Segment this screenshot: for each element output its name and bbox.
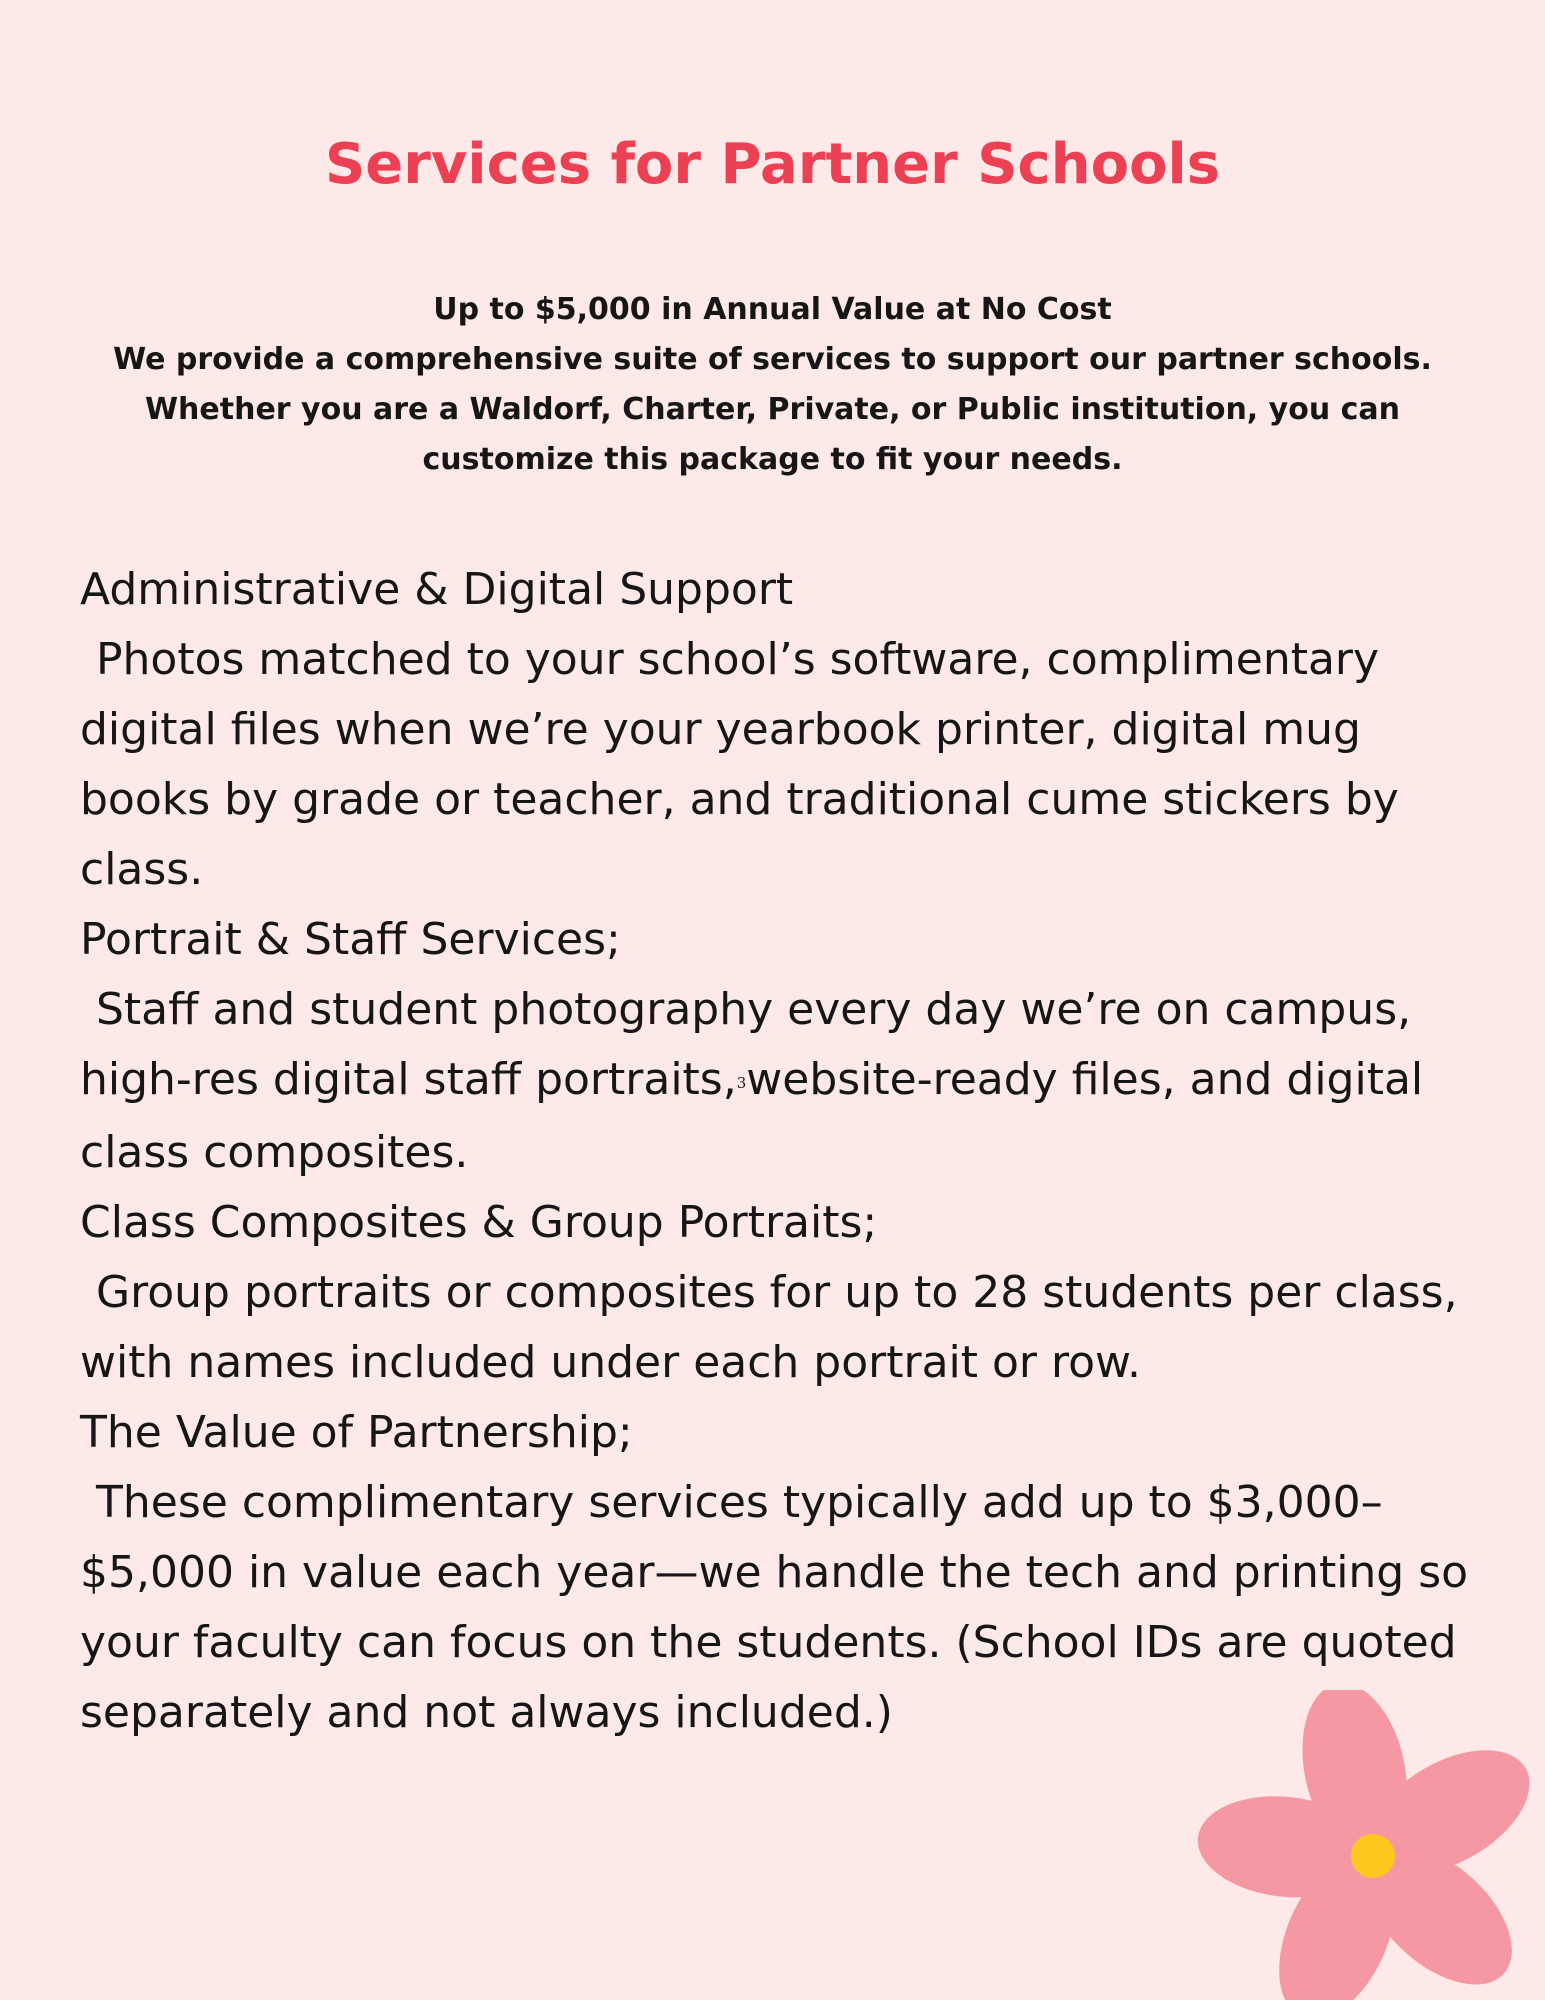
section-body-portrait: [80, 975, 1480, 1188]
section-heading-composites: Class Composites & Group Portraits;: [80, 1197, 878, 1248]
stray-superscript-mark: 3: [736, 1074, 747, 1092]
section-heading-portrait: Portrait & Staff Services;: [80, 914, 621, 965]
flower-svg: [1195, 1690, 1545, 2000]
intro-description: We provide a comprehensive suite of services to support our partner schools. Whether you are a Waldorf, Charter, Private, or Public institution, you can customize this package to fit your needs.: [113, 342, 1432, 477]
section-heading-admin: Administrative & Digital Support: [80, 564, 794, 615]
flower-center: [1351, 1834, 1395, 1878]
section-heading-value: The Value of Partnership;: [80, 1407, 633, 1458]
section-body-value: These complimentary services typically add up to $3,000–$5,000 in value each year—we handle the tech and printing so your faculty can focus on the students. (School IDs are quoted separately and not always included.): [80, 1477, 1469, 1738]
section-body-admin: Photos matched to your school’s software, complimentary digital files when we’re your yearbook printer, digital mug books by grade or teacher, and traditional cume stickers by class.: [80, 634, 1399, 895]
intro-tagline: Up to $5,000 in Annual Value at No Cost: [433, 292, 1112, 327]
section-body-composites: Group portraits or composites for up to 28 students per class, with names included under each portrait or row.: [80, 1267, 1458, 1388]
section-body-portrait-part2: website-ready files, and digital class composites.: [80, 1054, 1424, 1178]
flower-icon: [1195, 1690, 1545, 2000]
section-body-portrait-part1: Staff and student photography every day we’re on campus, high-res digital staff portraits,: [80, 984, 1412, 1105]
page-title: Services for Partner Schools: [324, 132, 1221, 197]
services-list: [80, 555, 1480, 1748]
intro-block: [60, 285, 1485, 485]
